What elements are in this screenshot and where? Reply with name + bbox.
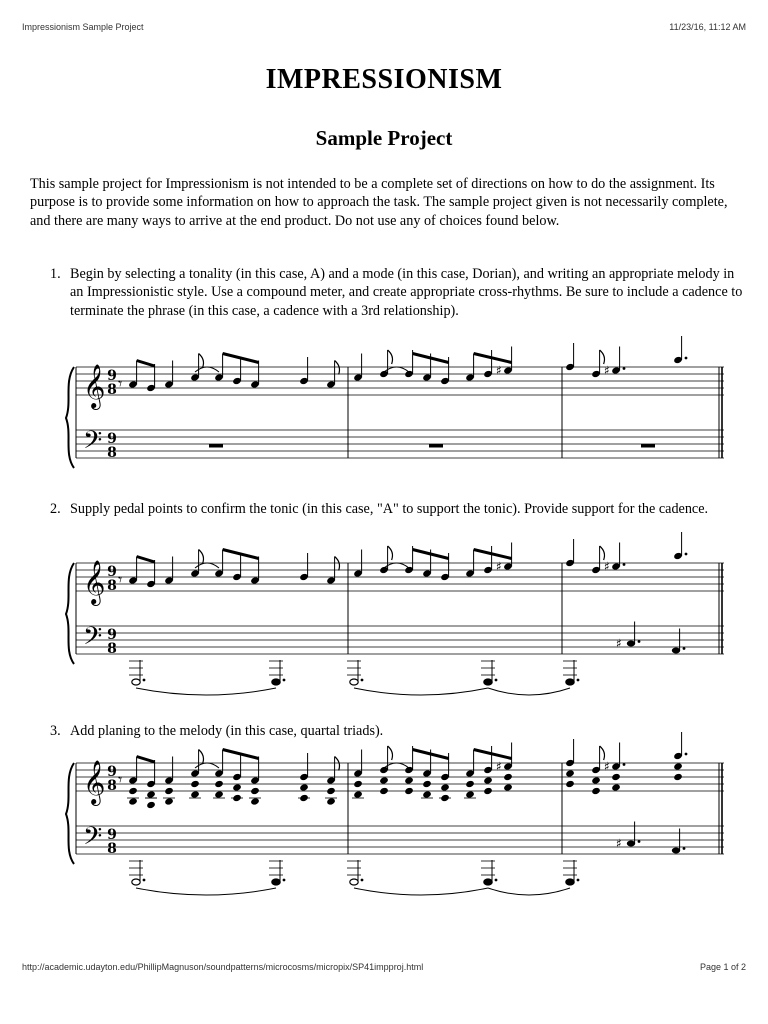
note-head [483, 787, 493, 795]
tie [136, 688, 276, 695]
note-flag [199, 550, 204, 564]
dot [623, 763, 626, 766]
whole-rest-icon [209, 444, 223, 448]
note-head [483, 776, 493, 784]
bass-clef-icon: 𝄢 [83, 822, 103, 857]
dot [683, 647, 686, 650]
intro-paragraph: This sample project for Impressionism is not intended to be a complete set of directions on how to do the assignment. Its purpose is to provide some information on how to approach the task. The sample project given is not necessarily complete, and there are many ways to arrive at the end product. Do not use any of choices found below. [30, 176, 728, 229]
note-flag [600, 350, 605, 364]
treble-time-denominator: 8 [107, 778, 117, 794]
dot [685, 357, 688, 360]
sharp-icon: ♯ [496, 559, 502, 574]
sharp-icon: ♯ [496, 759, 502, 774]
note-head [128, 797, 138, 805]
dot [143, 879, 146, 882]
note-head [379, 776, 389, 784]
dot [638, 840, 641, 843]
beam [474, 750, 512, 759]
note-head [326, 797, 336, 805]
dot [495, 879, 498, 882]
pedal-note-head [272, 679, 280, 685]
sharp-icon: ♯ [616, 836, 622, 851]
sharp-icon: ♯ [616, 636, 622, 651]
bass-clef-icon: 𝄢 [83, 622, 103, 657]
note-head [503, 773, 513, 781]
cadence-note-head [672, 648, 680, 654]
pedal-note-head [484, 679, 492, 685]
dot [361, 879, 364, 882]
note-flag [388, 546, 393, 560]
note-flag [600, 746, 605, 760]
dot [143, 679, 146, 682]
note-head [353, 790, 363, 798]
sharp-icon: ♯ [496, 363, 502, 378]
note-head [422, 780, 432, 788]
note-head [503, 783, 513, 791]
beam [137, 757, 155, 763]
note-head [440, 783, 450, 791]
note-head [190, 780, 200, 788]
note-flag [335, 557, 340, 571]
treble-time-numerator: 9 [107, 368, 117, 384]
note-head [404, 776, 414, 784]
print-footer-page: Page 1 of 2 [699, 962, 746, 972]
note-head [164, 787, 174, 795]
dot [577, 879, 580, 882]
bass-time-numerator: 9 [107, 627, 117, 643]
note-flag [600, 546, 605, 560]
pedal-note-head [350, 679, 358, 685]
document-subtitle: Sample Project [315, 126, 453, 150]
dot [623, 563, 626, 566]
note-head [326, 787, 336, 795]
step-1-number: 1. [50, 266, 61, 282]
step-2 [30, 500, 746, 518]
beam [137, 361, 155, 367]
beam [137, 557, 155, 563]
pedal-note-head [484, 879, 492, 885]
note-head [146, 801, 156, 809]
note-head [673, 762, 683, 770]
tie [136, 888, 276, 895]
sharp-icon: ♯ [604, 363, 610, 378]
dot [283, 879, 286, 882]
cadence-note-head [672, 848, 680, 854]
note-head [379, 787, 389, 795]
sharp-icon: ♯ [604, 559, 610, 574]
cadence-note-head [627, 641, 635, 647]
step-1-text: Begin by selecting a tonality (in this case, A) and a mode (in this case, Dorian), and writing an appropriate melody in an Impressionistic style. Use a compound meter, and create appropriate cross-rhythms. Be sure to include a cadence to terminate the phrase (in this case, a cadence with a 3rd relationship). [70, 266, 743, 319]
note-head [164, 797, 174, 805]
pedal-note-head [566, 879, 574, 885]
step-3 [30, 722, 746, 740]
note-flag [388, 746, 393, 760]
note-head [591, 776, 601, 784]
dot [623, 367, 626, 370]
eighth-rest-icon: 𝄾 [118, 374, 123, 393]
step-2-number: 2. [50, 501, 61, 517]
document-title: IMPRESSIONISM [265, 64, 503, 95]
beam [474, 354, 512, 363]
note-head [232, 783, 242, 791]
note-head [565, 780, 575, 788]
treble-time-denominator: 8 [107, 382, 117, 398]
print-header-title: Impressionism Sample Project [22, 22, 144, 32]
note-head [465, 780, 475, 788]
score-3-svg [76, 758, 724, 868]
note-head [465, 790, 475, 798]
note-head [128, 787, 138, 795]
score-3 [76, 758, 724, 868]
note-head [591, 787, 601, 795]
note-head [214, 780, 224, 788]
bass-time-numerator: 9 [107, 827, 117, 843]
treble-clef-icon: 𝄞 [83, 760, 106, 804]
brace [66, 367, 74, 468]
treble-clef-icon: 𝄞 [83, 560, 106, 604]
tie [354, 888, 488, 895]
brace [66, 563, 74, 664]
eighth-rest-icon: 𝄾 [118, 770, 123, 789]
pedal-note-head [132, 879, 140, 885]
dot [361, 679, 364, 682]
step-2-text: Supply pedal points to confirm the tonic (in this case, "A" to support the tonic). Provide support for the cadence. [70, 501, 709, 517]
note-head [214, 790, 224, 798]
note-head [299, 783, 309, 791]
step-3-number: 3. [50, 723, 61, 739]
bass-time-denominator: 8 [107, 445, 117, 461]
note-head [611, 773, 621, 781]
note-head [565, 769, 575, 777]
brace [66, 763, 74, 864]
step-3-text: Add planing to the melody (in this case, quartal triads). [70, 723, 384, 739]
note-head [190, 790, 200, 798]
pedal-note-head [566, 679, 574, 685]
score-1-svg [76, 362, 724, 472]
whole-rest-icon [641, 444, 655, 448]
score-1 [76, 362, 724, 472]
note-flag [199, 750, 204, 764]
dot [685, 753, 688, 756]
print-footer-url: http://academic.udayton.edu/PhillipMagnuson/soundpatterns/microcosms/micropix/SP41impproj.html [22, 962, 424, 972]
treble-time-numerator: 9 [107, 564, 117, 580]
dot [683, 847, 686, 850]
note-head [673, 773, 683, 781]
score-2-svg [76, 558, 724, 668]
print-header-datetime: 11/23/16, 11:12 AM [669, 22, 746, 32]
bass-time-numerator: 9 [107, 431, 117, 447]
bass-time-denominator: 8 [107, 841, 117, 857]
dot [577, 679, 580, 682]
bass-clef-icon: 𝄢 [83, 426, 103, 461]
whole-rest-icon [429, 444, 443, 448]
note-head [404, 787, 414, 795]
note-head [422, 790, 432, 798]
treble-time-numerator: 9 [107, 764, 117, 780]
treble-clef-icon: 𝄞 [83, 364, 106, 408]
dot [685, 553, 688, 556]
pedal-note-head [272, 879, 280, 885]
cadence-note-head [627, 841, 635, 847]
tie [488, 688, 570, 695]
bass-time-denominator: 8 [107, 641, 117, 657]
tie [354, 688, 488, 695]
score-2 [76, 558, 724, 668]
dot [283, 679, 286, 682]
tie [488, 888, 570, 895]
beam [474, 550, 512, 559]
step-1 [30, 265, 746, 320]
sharp-icon: ♯ [604, 759, 610, 774]
note-flag [388, 350, 393, 364]
note-head [250, 797, 260, 805]
note-head [146, 790, 156, 798]
dot [495, 679, 498, 682]
note-head [250, 787, 260, 795]
note-flag [199, 354, 204, 368]
pedal-note-head [350, 879, 358, 885]
note-flag [335, 361, 340, 375]
note-head [611, 783, 621, 791]
treble-time-denominator: 8 [107, 578, 117, 594]
note-head [353, 780, 363, 788]
dot [638, 640, 641, 643]
note-flag [335, 757, 340, 771]
pedal-note-head [132, 679, 140, 685]
eighth-rest-icon: 𝄾 [118, 570, 123, 589]
